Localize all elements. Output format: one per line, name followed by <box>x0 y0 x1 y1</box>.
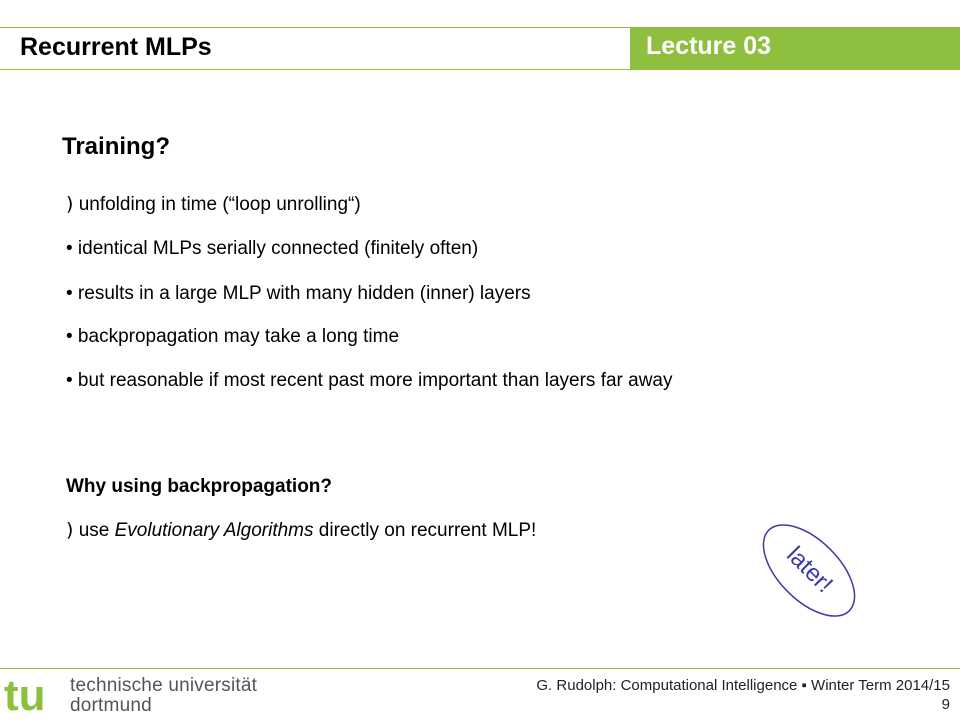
header-title-bar <box>0 27 630 70</box>
slide-title: Recurrent MLPs <box>20 33 212 61</box>
question-heading: Why using backpropagation? <box>66 476 333 497</box>
later-callout <box>753 521 865 620</box>
footer-credit: G. Rudolph: Computational Intelligence ▪ Winter Term 2014/15 <box>536 677 950 694</box>
bullet-line: • backpropagation may take a long time <box>66 326 400 347</box>
lecture-bar <box>630 27 960 70</box>
callout-text: later! <box>781 541 839 599</box>
university-name-line1: technische universität <box>70 675 258 696</box>
university-name-line2: dortmund <box>70 695 152 716</box>
tu-logo <box>4 674 66 718</box>
implies-symbol: ) <box>66 193 74 215</box>
tu-logo-mark: tu <box>4 674 46 718</box>
section-heading: Training? <box>62 133 170 160</box>
lecture-label: Lecture 03 <box>646 32 772 60</box>
answer-emphasis: Evolutionary Algorithms <box>114 520 314 541</box>
bullet-line: • results in a large MLP with many hidden (inner) layers <box>66 283 531 304</box>
bullet-line <box>66 193 361 216</box>
bullet-text: unfolding in time (“loop unrolling“) <box>73 194 361 215</box>
answer-suffix: directly on recurrent MLP! <box>313 520 537 541</box>
bullet-line: • but reasonable if most recent past more important than layers far away <box>66 370 673 391</box>
footer-divider <box>0 668 960 669</box>
answer-prefix: use <box>73 520 115 541</box>
implies-symbol: ) <box>66 519 74 541</box>
answer-line <box>66 519 536 542</box>
bullet-line: • identical MLPs serially connected (finitely often) <box>66 238 479 259</box>
page-number: 9 <box>941 696 950 713</box>
